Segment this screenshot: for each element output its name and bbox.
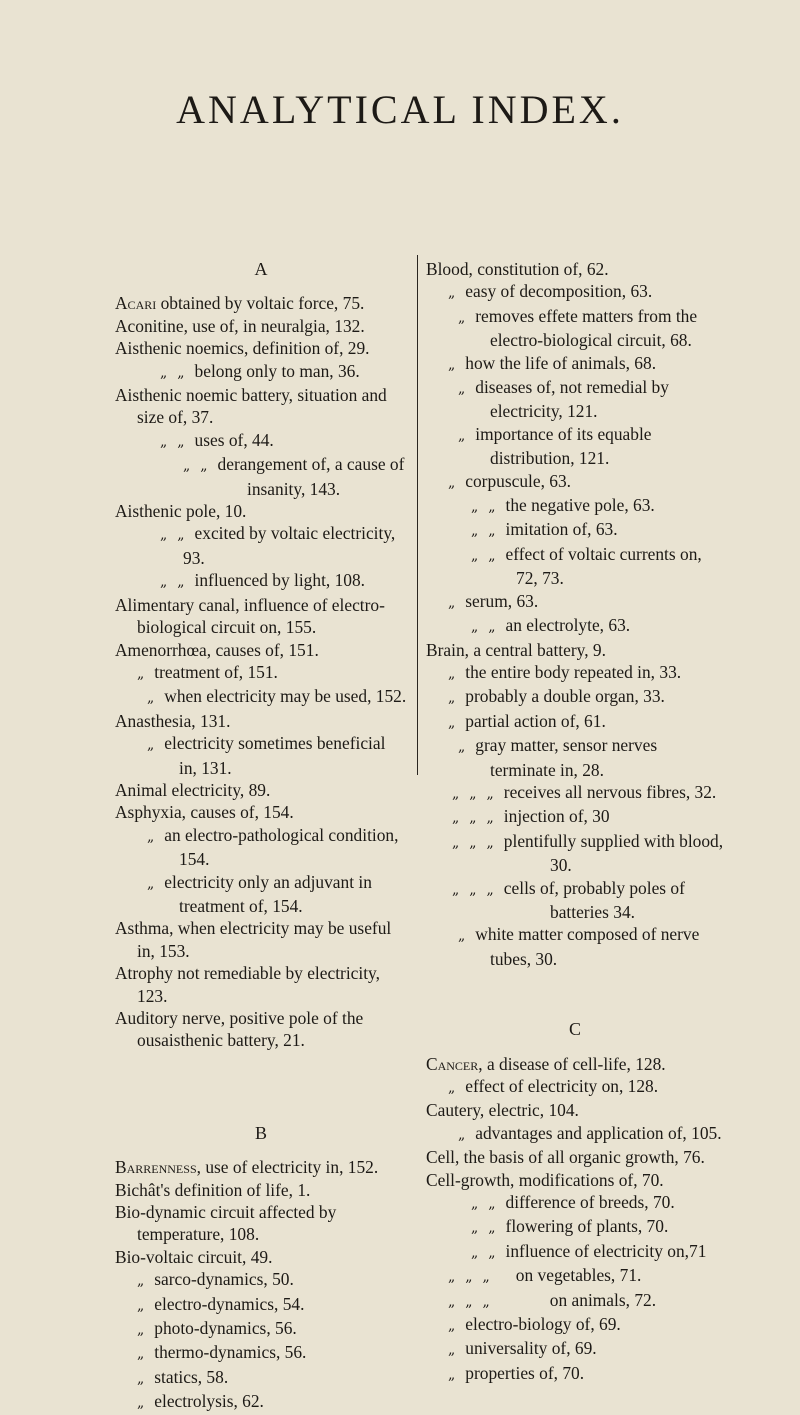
ditto-mark: „ [137, 665, 145, 682]
index-entry: Asthma, when electricity may be useful in, 153. [115, 918, 392, 961]
ditto-mark: „ [452, 881, 460, 898]
ditto-mark: „ [448, 690, 456, 707]
ditto-mark: „ [147, 875, 155, 892]
index-entry: Amenorrhœa, causes of, 151. [115, 639, 319, 660]
index-subentry: „ the entire body repeated in, 33. [426, 661, 724, 685]
index-subentry: „ photo-dynamics, 56. [115, 1317, 407, 1341]
index-entry: Asphyxia, causes of, 154. [115, 802, 294, 823]
index-subentry: „ „ an electrolyte, 63. [426, 614, 724, 638]
index-entry: Cautery, electric, 104. [426, 1100, 579, 1121]
ditto-mark: „ [200, 458, 208, 475]
ditto-mark: „ [177, 527, 185, 544]
index-subentry: „ „ imitation of, 63. [426, 518, 724, 542]
ditto-mark: „ [469, 834, 477, 851]
section-letter-b: B [254, 1122, 267, 1143]
ditto-mark: „ [137, 1346, 145, 1363]
index-subentry: „ white matter composed of nerve tubes, 30. [458, 924, 700, 969]
ditto-mark: „ [465, 1269, 473, 1286]
ditto-mark: „ [448, 285, 456, 302]
index-subentry: „ removes effete matters from the electro-biological circuit, 68. [458, 305, 698, 351]
ditto-mark: „ [177, 574, 185, 591]
index-entry: Aisthenic noemic battery, situation and size of, 37. [115, 385, 387, 428]
ditto-mark: „ [488, 1196, 496, 1213]
column-divider [417, 255, 418, 775]
section-letter-a: A [254, 259, 268, 279]
ditto-mark: „ [147, 690, 155, 707]
index-subentry: „ how the life of animals, 68. [426, 352, 724, 376]
index-subentry: „ „ „ on vegetables, 71. [426, 1264, 724, 1288]
ditto-mark: „ [488, 547, 496, 564]
index-subentry: „ „ „ on animals, 72. [426, 1289, 724, 1313]
ditto-mark: „ [448, 1342, 456, 1359]
index-subentry: „ thermo-dynamics, 56. [115, 1341, 407, 1365]
ditto-mark: „ [448, 1080, 456, 1096]
index-entry: Anasthesia, 131. [115, 710, 231, 731]
ditto-mark: „ [469, 810, 477, 827]
index-entry: Aconitine, use of, in neuralgia, 132. [115, 315, 365, 336]
index-subentry: „ probably a double organ, 33. [426, 685, 724, 709]
ditto-mark: „ [458, 381, 466, 398]
index-subentry: „ „ derangement of, a cause of insanity, 143. [183, 454, 405, 499]
ditto-mark: „ [471, 1244, 479, 1261]
ditto-mark: „ [137, 1273, 145, 1290]
index-entry: Brain, a central battery, 9. [426, 639, 606, 660]
ditto-mark: „ [452, 785, 460, 802]
ditto-mark: „ [183, 458, 191, 475]
index-entry: Animal electricity, 89. [115, 779, 271, 800]
ditto-mark: „ [452, 834, 460, 851]
ditto-mark: „ [160, 364, 168, 381]
ditto-mark: „ [486, 881, 494, 898]
ditto-mark: „ [448, 356, 456, 373]
ditto-mark: „ [465, 1293, 473, 1310]
index-entry: Blood, constitution of, 62. [426, 259, 609, 279]
ditto-mark: „ [448, 1293, 456, 1310]
index-entry: Bio-dynamic circuit affected by temperature, 108. [115, 1202, 337, 1245]
index-subentry: „ when electricity may be used, 152. [115, 685, 407, 709]
ditto-mark: „ [469, 881, 477, 898]
index-entry: Cell, the basis of all organic growth, 76. [426, 1147, 705, 1168]
index-subentry: „ „ the negative pole, 63. [426, 494, 724, 518]
index-entry: Cancer, a disease of cell-life, 128. [426, 1053, 666, 1074]
index-subentry: „ an electro-pathological condition, 154. [147, 824, 399, 870]
ditto-mark: „ [458, 309, 466, 326]
ditto-mark: „ [458, 928, 466, 945]
index-entry: Aisthenic pole, 10. [115, 501, 247, 522]
ditto-mark: „ [147, 737, 155, 754]
index-subentry: „ serum, 63. [426, 590, 724, 614]
index-subentry: „ statics, 58. [115, 1366, 407, 1390]
ditto-mark: „ [469, 785, 477, 802]
ditto-mark: „ [486, 834, 494, 851]
ditto-mark: „ [458, 739, 466, 756]
index-entry: Cell-growth, modifications of, 70. [426, 1169, 664, 1190]
ditto-mark: „ [486, 785, 494, 802]
index-entry: Alimentary canal, influence of electro-biological circuit on, 155. [115, 594, 385, 638]
index-subentry: „ treatment of, 151. [115, 661, 407, 685]
index-entry: Bichât's definition of life, 1. [115, 1179, 311, 1200]
section-letter-c: C [568, 1019, 581, 1040]
index-subentry: „ „ excited by voltaic electricity, 93. [160, 523, 396, 568]
index-entry: Bio-voltaic circuit, 49. [115, 1246, 273, 1267]
index-subentry: „ „ influenced by light, 108. [115, 569, 407, 593]
index-entry: Barrenness, use of electricity in, 152. [115, 1157, 379, 1178]
ditto-mark: „ [448, 714, 456, 731]
ditto-mark: „ [452, 810, 460, 827]
index-subentry: „ advantages and application of, 105. [426, 1122, 724, 1146]
page-title: ANALYTICAL INDEX. [176, 87, 624, 132]
ditto-mark: „ [471, 1220, 479, 1237]
ditto-mark: „ [448, 594, 456, 611]
index-subentry: „ electrolysis, 62. [115, 1390, 407, 1414]
index-entry: Aisthenic noemics, definition of, 29. [115, 338, 370, 359]
index-subentry: „ importance of its equable distribution, 121. [458, 423, 652, 469]
index-subentry: „ corpuscule, 63. [426, 470, 724, 494]
index-subentry: „ easy of decomposition, 63. [426, 280, 724, 304]
ditto-mark: „ [458, 1126, 466, 1143]
ditto-mark: „ [137, 1370, 145, 1387]
index-subentry: „ „ „ cells of, probably poles of batteries 34. [452, 877, 685, 922]
ditto-mark: „ [448, 1366, 456, 1383]
index-subentry: „ gray matter, sensor nerves terminate in, 28. [458, 735, 658, 780]
right-column [426, 258, 724, 1386]
index-subentry: „ „ influence of electricity on,71 [426, 1240, 724, 1264]
index-subentry: „ „ effect of voltaic currents on, 72, 73. [471, 543, 702, 589]
ditto-mark: „ [471, 523, 479, 540]
ditto-mark: „ [471, 547, 479, 564]
ditto-mark: „ [160, 574, 168, 591]
ditto-mark: „ [488, 1220, 496, 1237]
index-entry: Acari obtained by voltaic force, 75. [115, 293, 365, 314]
ditto-mark: „ [471, 619, 479, 636]
index-subentry: „ „ uses of, 44. [115, 429, 407, 453]
ditto-mark: „ [137, 1297, 145, 1314]
ditto-mark: „ [160, 527, 168, 544]
index-subentry: „ „ „ injection of, 30 [426, 805, 724, 829]
ditto-mark: „ [137, 1395, 145, 1412]
index-subentry: „ electricity only an adjuvant in treatment of, 154. [147, 871, 372, 916]
ditto-mark: „ [177, 433, 185, 450]
ditto-mark: „ [488, 499, 496, 516]
ditto-mark: „ [160, 433, 168, 450]
ditto-mark: „ [488, 1244, 496, 1261]
ditto-mark: „ [147, 828, 155, 845]
ditto-mark: „ [471, 499, 479, 516]
index-subentry: „ „ „ receives all nervous fibres, 32. [426, 781, 724, 805]
index-subentry: „ „ „ plentifully supplied with blood, 30. [452, 830, 724, 876]
ditto-mark: „ [448, 474, 456, 491]
index-entry: Atrophy not remediable by electricity, 123. [115, 963, 380, 1006]
ditto-mark: „ [448, 1318, 456, 1335]
index-subentry: „ „ flowering of plants, 70. [426, 1215, 724, 1239]
index-subentry: „ universality of, 69. [426, 1337, 724, 1361]
ditto-mark: „ [482, 1269, 490, 1286]
ditto-mark: „ [471, 1196, 479, 1213]
ditto-mark: „ [486, 810, 494, 827]
index-subentry: „ sarco-dynamics, 50. [115, 1268, 407, 1292]
ditto-mark: „ [488, 619, 496, 636]
ditto-mark: „ [448, 665, 456, 682]
left-column [115, 258, 407, 1415]
index-subentry: „ properties of, 70. [426, 1362, 724, 1386]
ditto-mark: „ [488, 523, 496, 540]
ditto-mark: „ [448, 1269, 456, 1286]
ditto-mark: „ [177, 364, 185, 381]
index-subentry: „ effect of electricity on, 128. [426, 1075, 724, 1099]
index-subentry: „ electro-biology of, 69. [426, 1313, 724, 1337]
index-subentry: „ diseases of, not remedial by electricity, 121. [458, 377, 669, 422]
index-subentry: „ electro-dynamics, 54. [115, 1293, 407, 1317]
index-subentry: „ partial action of, 61. [426, 710, 724, 734]
index-subentry: „ electricity sometimes beneficial in, 131. [147, 733, 386, 778]
index-subentry: „ „ belong only to man, 36. [115, 360, 407, 384]
index-subentry: „ „ difference of breeds, 70. [426, 1191, 724, 1215]
ditto-mark: „ [137, 1322, 145, 1339]
index-entry: Auditory nerve, positive pole of the ousaisthenic battery, 21. [115, 1008, 364, 1051]
ditto-mark: „ [458, 427, 466, 444]
ditto-mark: „ [482, 1293, 490, 1310]
